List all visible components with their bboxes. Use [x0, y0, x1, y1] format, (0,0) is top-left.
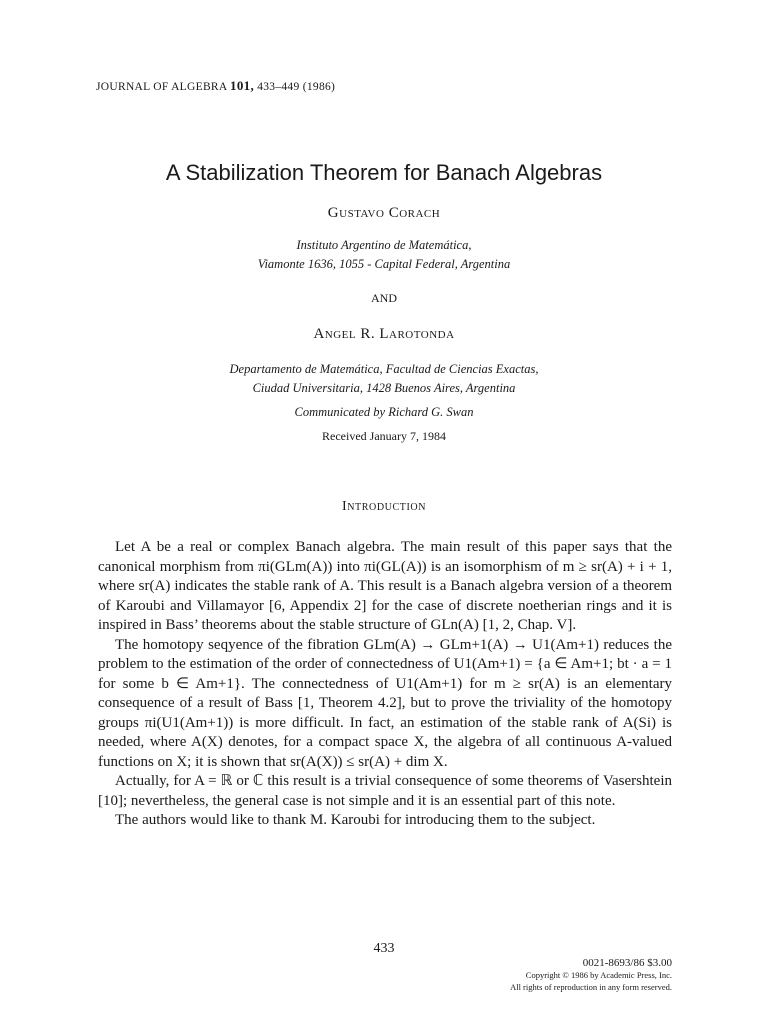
author-1-affiliation: [0, 236, 768, 274]
author-1-affiliation-line-1: Instituto Argentino de Matemática,: [296, 238, 472, 252]
introduction-body: [98, 538, 672, 831]
author-2-affiliation-line-2: Ciudad Universitaria, 1428 Buenos Aires, Argentina: [252, 381, 516, 395]
journal-citation: [96, 78, 335, 94]
author-2-affiliation-line-1: Departamento de Matemática, Facultad de Ciencias Exactas,: [229, 362, 539, 376]
journal-pages-year: 433–449 (1986): [257, 81, 336, 93]
footer-block: [510, 957, 672, 993]
author-1-affiliation-line-2: Viamonte 1636, 1055 - Capital Federal, Argentina: [257, 257, 511, 271]
section-heading-introduction: Introduction: [341, 499, 427, 514]
article-code: 0021-8693/86 $3.00: [582, 957, 672, 969]
paragraph-3: Actually, for A = ℝ or ℂ this result is a trivial consequence of some theorems of Vasershtein [10]; nevertheless, the general case is not simple and it is an essential part of this note.: [98, 773, 672, 809]
author-1-name: Gustavo Corach: [327, 205, 441, 221]
paper-title: A Stabilization Theorem for Banach Algebras: [165, 160, 603, 185]
journal-name: JOURNAL OF ALGEBRA: [96, 81, 227, 93]
author-2-name: Angel R. Larotonda: [313, 326, 455, 342]
paragraph-2: The homotopy seqyence of the fibration GLm(A) → GLm+1(A) → U1(Am+1) reduces the problem to the estimation of the order of connectedness of U1(Am+1) = {a ∈ Am+1; bt · a = 1 for some b ∈ Am+1}. The connectedness of U1(Am+1) for m ≥ sr(A) is an elementary consequence of a result of Bass [1, Theorem 4.2], but to prove the triviality of the homotopy groups πi(U1(Am+1)) is more difficult. In fact, an estimation of the stable rank of A(Si) is needed, where A(X) denotes, for a compact space X, the algebra of all continuous A-valued functions on X; it is shown that sr(A(X)) ≤ sr(A) + dim X.: [98, 636, 672, 770]
author-2-affiliation: [0, 360, 768, 398]
communicated-by: Communicated by Richard G. Swan: [294, 405, 474, 419]
rights-line: All rights of reproduction in any form reserved.: [510, 982, 672, 992]
and-separator: AND: [371, 291, 397, 305]
copyright-line: Copyright © 1986 by Academic Press, Inc.: [525, 970, 672, 980]
received-date: Received January 7, 1984: [322, 429, 446, 443]
paragraph-1: Let A be a real or complex Banach algebra. The main result of this paper says that the canonical morphism from πi(GLm(A)) into πi(GL(A)) is an isomorphism of m ≥ sr(A) + i + 1, where sr(A) indicates the stable rank of A. This result is a Banach algebra version of a theorem of Karoubi and Villamayor [6, Appendix 2] for the case of discrete noetherian rings and it is inspired in Bass’ theorems about the stable structure of GLn(A) [1, 2, Chap. V].: [98, 539, 672, 633]
journal-volume: 101,: [230, 78, 254, 93]
paragraph-4: The authors would like to thank M. Karoubi for introducing them to the subject.: [115, 812, 596, 828]
page-number: 433: [373, 941, 395, 956]
